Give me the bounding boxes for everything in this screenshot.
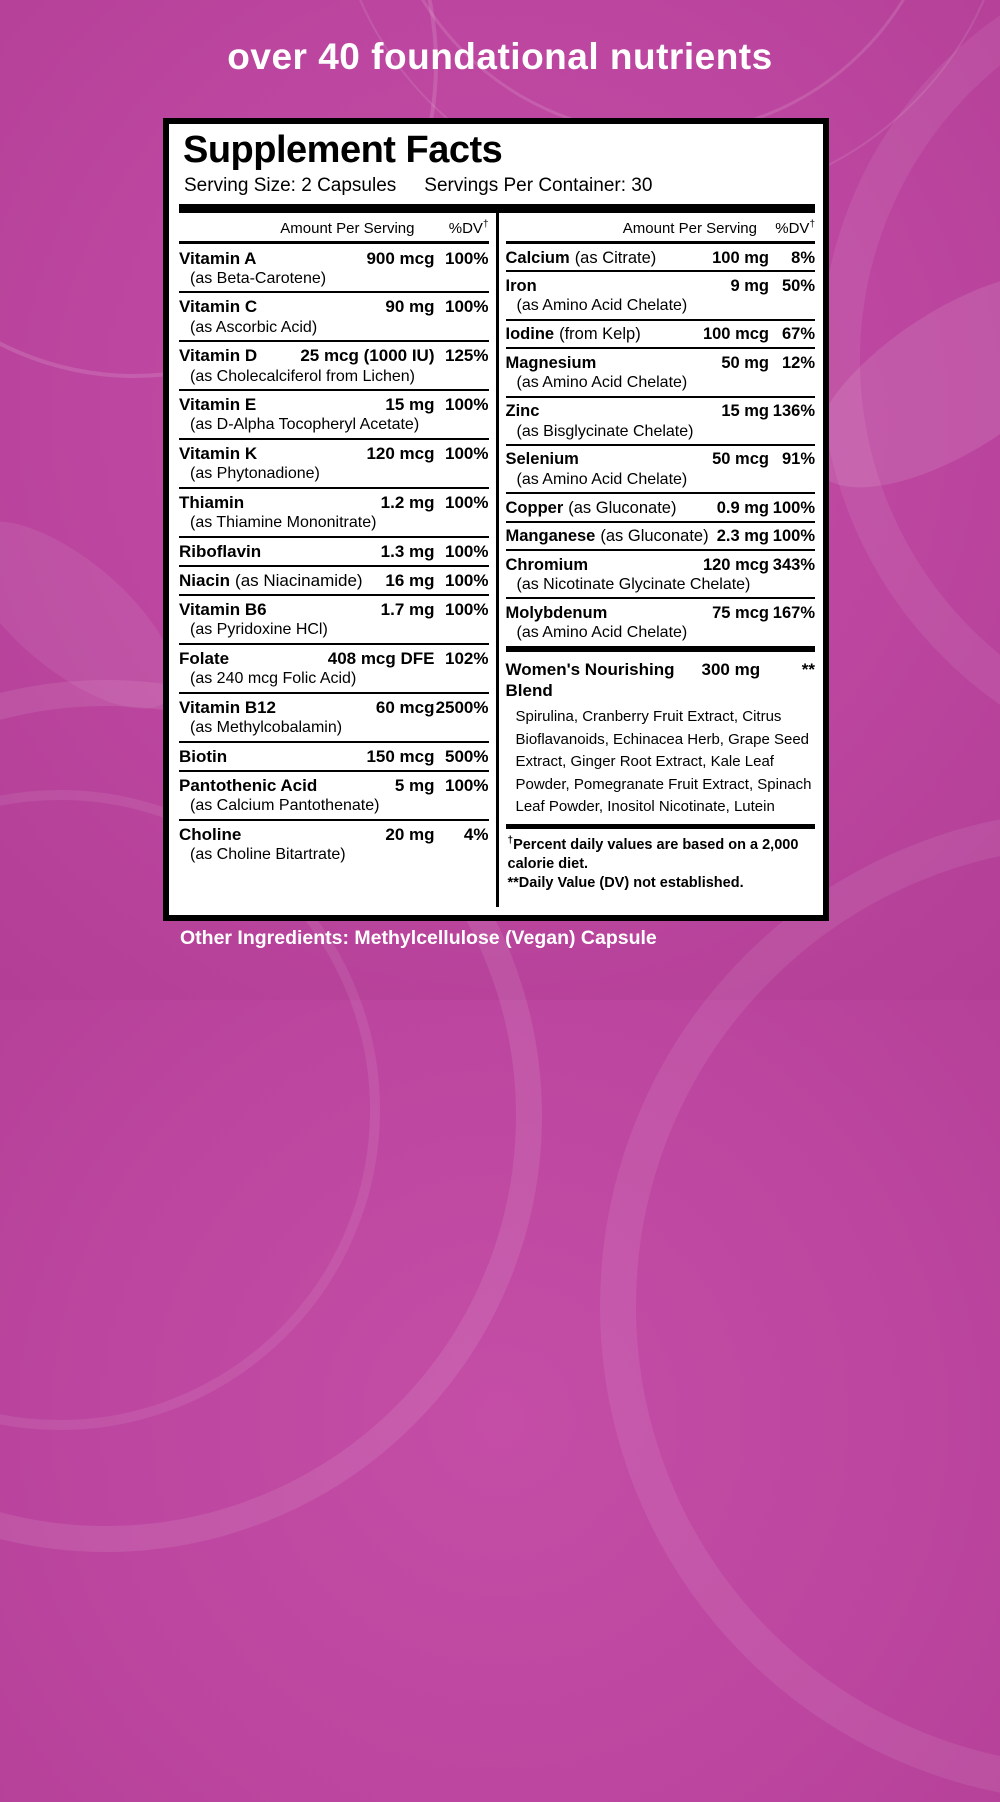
amount-per-serving-header: Amount Per Serving: [622, 220, 757, 238]
nutrient-row: [179, 391, 489, 440]
nutrient-amount: 90 mg: [385, 297, 435, 317]
nutrient-dv: 12%: [781, 353, 815, 372]
nutrient-form: (as Choline Bitartrate): [190, 846, 346, 864]
nutrient-row-main: [179, 296, 489, 317]
nutrient-row-main: [179, 697, 489, 718]
nutrient-name: Selenium: [505, 450, 579, 469]
nutrient-name: Folate: [179, 649, 230, 669]
nutrient-dv: 67%: [781, 325, 815, 344]
column-header: [506, 213, 816, 244]
dagger-icon: †: [507, 834, 514, 846]
nutrient-amount: 900 mcg: [366, 248, 435, 268]
blend-amount: 300 mg: [701, 659, 761, 679]
nutrient-name: Niacin: [179, 571, 231, 591]
nutrient-row-main: [506, 555, 816, 575]
nutrient-dv: 125%: [445, 346, 489, 366]
nutrient-dv: 100%: [772, 527, 815, 546]
serving-size: Serving Size: 2 Capsules: [184, 175, 397, 197]
nutrient-row: [506, 349, 816, 397]
headline: over 40 foundational nutrients: [227, 36, 773, 77]
nutrient-name-suffix: (as Niacinamide): [235, 571, 363, 591]
nutrient-name: Iodine: [505, 325, 555, 344]
nutrient-dv: 50%: [781, 276, 815, 295]
nutrient-amount: 20 mg: [385, 825, 435, 845]
nutrient-dv: 100%: [445, 297, 489, 317]
nutrient-row: [179, 596, 489, 645]
nutrient-row: [506, 272, 816, 320]
nutrient-form: (as Amino Acid Chelate): [516, 297, 688, 315]
column-header: [179, 213, 489, 244]
nutrient-row-main: [179, 248, 489, 269]
dv-header: %DV†: [775, 219, 815, 238]
nutrient-row-main: [179, 345, 489, 366]
nutrient-dv: 100%: [445, 571, 489, 591]
nutrient-name: Pantothenic Acid: [179, 776, 318, 796]
nutrient-dv: 8%: [791, 248, 815, 267]
nutrient-row-main: [506, 449, 816, 469]
nutrient-amount: 15 mg: [385, 395, 435, 415]
nutrient-amount: 2.3 mg: [716, 527, 769, 546]
nutrient-row-main: [179, 394, 489, 415]
nutrient-dv: 136%: [772, 402, 815, 421]
dv-header: %DV†: [448, 219, 489, 238]
nutrient-name: Vitamin D: [179, 346, 258, 366]
dagger-icon: †: [482, 219, 489, 231]
nutrient-name: Zinc: [505, 402, 540, 421]
nutrient-name: Manganese: [505, 527, 596, 546]
nutrient-form: (as Ascorbic Acid): [190, 318, 318, 336]
nutrient-name-suffix: (from Kelp): [559, 325, 641, 344]
nutrient-amount: 50 mg: [721, 353, 769, 372]
nutrient-form: (as Amino Acid Chelate): [516, 624, 688, 642]
supplement-facts-panel: [163, 118, 829, 921]
background-swirl-arc: [600, 810, 1000, 1802]
nutrient-row: [506, 446, 816, 494]
nutrient-dv: 100%: [772, 498, 815, 517]
supplement-facts-title: Supplement Facts: [183, 129, 503, 171]
nutrient-amount: 75 mcg: [712, 603, 769, 622]
nutrient-name-suffix: (as Gluconate): [600, 527, 709, 546]
nutrient-dv: 100%: [445, 600, 489, 620]
nutrient-row: [179, 567, 489, 596]
nutrient-name: Biotin: [179, 747, 228, 767]
nutrient-name-suffix: (as Gluconate): [568, 498, 677, 517]
nutrient-amount: 100 mg: [712, 248, 769, 267]
nutrient-amount: 150 mcg: [366, 747, 435, 767]
left-column: [179, 213, 496, 907]
nutrient-name: Vitamin B6: [179, 600, 267, 620]
nutrient-row-main: [179, 775, 489, 796]
nutrient-name: Iron: [505, 276, 537, 295]
nutrient-dv: 4%: [463, 825, 489, 845]
nutrient-form: (as Nicotinate Glycinate Chelate): [516, 576, 751, 594]
nutrient-row-main: [506, 526, 816, 546]
nutrient-amount: 1.7 mg: [380, 600, 435, 620]
nutrient-dv: 100%: [445, 395, 489, 415]
blend-ingredients: Spirulina, Cranberry Fruit Extract, Citrus Bioflavanoids, Echinacea Herb, Grape Seed Extract, Ginger Root Extract, Kale Leaf Powder, Pomegranate Fruit Extract, Spinach Leaf Powder, Inositol Nicotinate, Lutein: [515, 708, 812, 816]
nutrient-form: (as D-Alpha Tocopheryl Acetate): [190, 416, 420, 434]
nutrient-row: [506, 244, 816, 272]
nutrient-name: Vitamin E: [179, 395, 257, 415]
nutrient-row: [506, 599, 816, 645]
nutrient-row-main: [506, 498, 816, 518]
nutrient-amount: 5 mg: [394, 776, 435, 796]
nutrient-name: Vitamin B12: [179, 698, 277, 718]
blend-dv: **: [801, 659, 815, 679]
left-column-rows: [179, 244, 489, 868]
nutrient-form: (as Cholecalciferol from Lichen): [190, 367, 415, 385]
nutrient-row-main: [179, 443, 489, 464]
nutrient-name: Vitamin K: [179, 444, 258, 464]
nutrient-row-main: [506, 276, 816, 296]
nutrient-row: [506, 523, 816, 551]
nutrient-row-main: [179, 648, 489, 669]
nutrient-dv: 100%: [445, 776, 489, 796]
nutrient-row: [506, 321, 816, 349]
nutrient-row: [179, 772, 489, 821]
dagger-icon: †: [809, 219, 815, 231]
nutrient-amount: 50 mcg: [712, 450, 769, 469]
nutrient-amount: 15 mg: [721, 402, 769, 421]
nutrient-row-main: [506, 248, 816, 268]
nutrient-row-main: [179, 492, 489, 513]
nutrient-amount: 60 mcg: [375, 698, 435, 718]
nutrient-dv: 100%: [445, 493, 489, 513]
nutrient-dv: 500%: [445, 747, 489, 767]
nutrient-form: (as Amino Acid Chelate): [516, 470, 688, 488]
nutrient-name: Vitamin C: [179, 297, 258, 317]
nutrient-row-main: [506, 353, 816, 373]
nutrient-row: [506, 551, 816, 599]
nutrient-form: (as Bisglycinate Chelate): [516, 422, 694, 440]
nutrient-row-main: [506, 603, 816, 623]
nutrient-name: Vitamin A: [179, 248, 257, 268]
nutrient-row-main: [179, 746, 489, 767]
nutrient-amount: 16 mg: [385, 571, 435, 591]
nutrient-form: (as 240 mcg Folic Acid): [190, 670, 357, 688]
nutrient-amount: 0.9 mg: [716, 498, 769, 517]
nutrient-form: (as Amino Acid Chelate): [516, 374, 688, 392]
nutrient-form: (as Phytonadione): [190, 465, 320, 483]
nutrient-row: [179, 244, 489, 293]
nutrient-row-main: [179, 570, 489, 591]
nutrient-name-suffix: (as Citrate): [574, 248, 657, 267]
nutrient-amount: 9 mg: [730, 276, 769, 295]
nutrient-name: Riboflavin: [179, 542, 262, 562]
nutrient-name: Magnesium: [505, 353, 597, 372]
nutrient-name: Choline: [179, 825, 242, 845]
nutrient-name: Copper: [505, 498, 564, 517]
nutrient-amount: 408 mcg DFE: [327, 649, 435, 669]
background-swirl-arc: [820, 0, 1000, 780]
other-ingredients: Other Ingredients: Methylcellulose (Vegan) Capsule: [180, 927, 657, 949]
nutrient-row: [179, 821, 489, 868]
nutrient-name: Molybdenum: [505, 603, 608, 622]
nutrient-amount: 1.2 mg: [380, 493, 435, 513]
nutrient-amount: 1.3 mg: [380, 542, 435, 562]
right-column-rows: [506, 244, 816, 646]
nutrient-form: (as Beta-Carotene): [190, 269, 327, 287]
right-column: [499, 213, 816, 907]
nutrient-dv: 167%: [772, 603, 815, 622]
nutrient-dv: 100%: [445, 542, 489, 562]
footnote-line: **Daily Value (DV) not established.: [507, 875, 744, 892]
nutrient-dv: 343%: [772, 555, 815, 574]
nutrient-row-main: [506, 324, 816, 344]
nutrient-row: [179, 694, 489, 743]
nutrient-row-main: [506, 401, 816, 421]
nutrient-columns: [179, 213, 815, 907]
nutrient-dv: 102%: [445, 649, 489, 669]
nutrient-name: Calcium: [505, 248, 570, 267]
nutrient-form: (as Pyridoxine HCl): [190, 621, 328, 639]
nutrient-amount: 100 mcg: [702, 325, 769, 344]
nutrient-row: [506, 398, 816, 446]
nutrient-row: [179, 743, 489, 772]
nutrient-amount: 120 mcg: [366, 444, 435, 464]
nutrient-row-main: [179, 824, 489, 845]
nutrient-form: (as Methylcobalamin): [190, 719, 343, 737]
nutrient-row: [179, 489, 489, 538]
nutrient-form: (as Calcium Pantothenate): [190, 797, 380, 815]
blend-section: [506, 652, 816, 824]
serving-info: [184, 175, 815, 197]
nutrient-dv: 100%: [445, 444, 489, 464]
nutrient-form: (as Thiamine Mononitrate): [190, 514, 377, 532]
nutrient-dv: 2500%: [435, 698, 489, 718]
nutrient-dv: 91%: [781, 450, 815, 469]
nutrient-row-main: [179, 541, 489, 562]
footnotes: [506, 824, 816, 894]
footnote-line: †Percent daily values are based on a 2,000 calorie diet.: [507, 834, 799, 873]
nutrient-row: [179, 342, 489, 391]
nutrient-row: [179, 645, 489, 694]
nutrient-name: Thiamin: [179, 493, 245, 513]
nutrient-row: [179, 538, 489, 567]
servings-per-container: Servings Per Container: 30: [424, 175, 653, 197]
divider-thick: [179, 204, 815, 213]
nutrient-row-main: [179, 599, 489, 620]
nutrient-dv: 100%: [445, 248, 489, 268]
amount-per-serving-header: Amount Per Serving: [280, 220, 415, 238]
blend-name: Women's Nourishing Blend: [505, 659, 675, 701]
nutrient-name: Chromium: [505, 555, 588, 574]
nutrient-row: [179, 293, 489, 342]
nutrient-amount: 25 mcg (1000 IU): [300, 346, 435, 366]
blend-header: [506, 659, 816, 702]
nutrient-row: [506, 494, 816, 522]
nutrient-row: [179, 440, 489, 489]
nutrient-amount: 120 mcg: [702, 555, 769, 574]
